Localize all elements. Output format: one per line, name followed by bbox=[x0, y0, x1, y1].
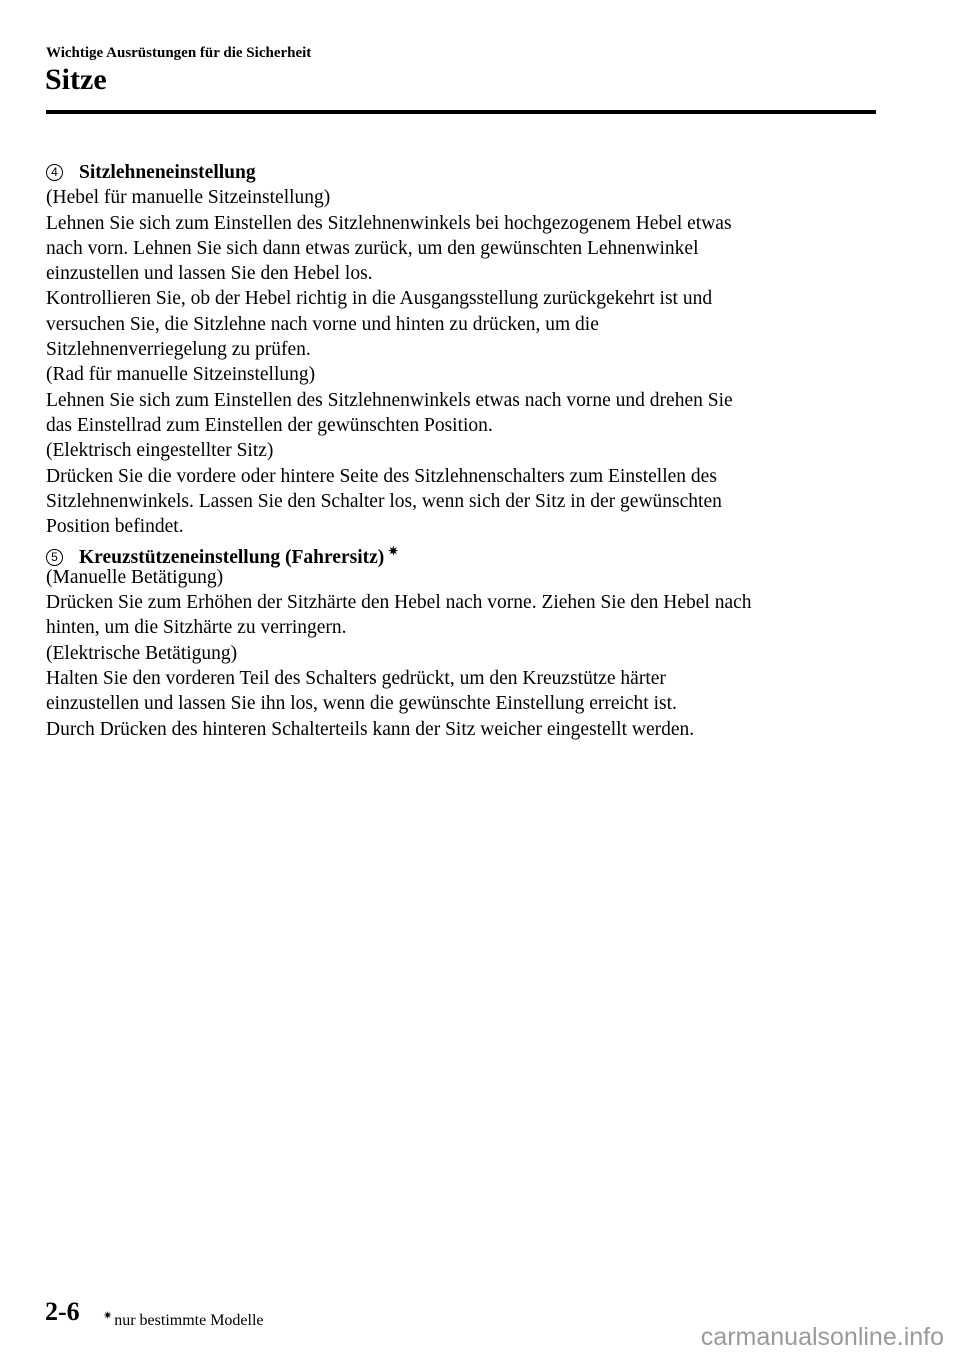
star-icon: ✷ bbox=[103, 1310, 113, 1322]
item-heading bbox=[46, 539, 876, 569]
optional-equipment-star-icon: ✷ bbox=[388, 544, 399, 559]
circled-number-icon: 5 bbox=[46, 549, 63, 566]
item-heading bbox=[46, 160, 876, 185]
text-line: (Rad für manuelle Sitzeinstellung) bbox=[46, 364, 316, 386]
text-line: Drücken Sie zum Erhöhen der Sitzhärte den Hebel nach vorne. Ziehen Sie den Hebel nach bbox=[46, 592, 752, 614]
footer-page-number: 2-6 bbox=[45, 1297, 80, 1326]
watermark: carmanualsonline.info bbox=[700, 1323, 944, 1351]
text-line: versuchen Sie, die Sitzlehne nach vorne und hinten zu drücken, um die bbox=[46, 313, 599, 335]
footer-note bbox=[103, 1306, 264, 1331]
text-line: Drücken Sie die vordere oder hintere Seite des Sitzlehnenschalters zum Einstellen des bbox=[46, 465, 717, 487]
text-line: einzustellen und lassen Sie ihn los, wenn die gewünschte Einstellung erreicht ist. bbox=[46, 693, 677, 715]
text-line: einzustellen und lassen Sie den Hebel los. bbox=[46, 263, 373, 285]
text-line: das Einstellrad zum Einstellen der gewünschten Position. bbox=[46, 414, 493, 436]
page-title: Sitze bbox=[45, 63, 107, 96]
title-rule bbox=[46, 110, 876, 114]
circled-number-icon: 4 bbox=[46, 164, 63, 181]
text-line: hinten, um die Sitzhärte zu verringern. bbox=[46, 617, 347, 639]
section-label: Wichtige Ausrüstungen für die Sicherheit bbox=[46, 45, 312, 61]
text-line: Sitzlehnenwinkels. Lassen Sie den Schalter los, wenn sich der Sitz in der gewünschten bbox=[46, 490, 722, 512]
text-line: nach vorn. Lehnen Sie sich dann etwas zurück, um den gewünschten Lehnenwinkel bbox=[46, 237, 699, 259]
text-line: Halten Sie den vorderen Teil des Schalters gedrückt, um den Kreuzstütze härter bbox=[46, 667, 666, 689]
text-line: (Hebel für manuelle Sitzeinstellung) bbox=[46, 187, 331, 209]
text-line: Position befindet. bbox=[46, 516, 184, 538]
text-line: Lehnen Sie sich zum Einstellen des Sitzlehnenwinkels etwas nach vorne und drehen Sie bbox=[46, 389, 733, 411]
text-line: Kontrollieren Sie, ob der Hebel richtig in die Ausgangsstellung zurückgekehrt ist und bbox=[46, 288, 713, 310]
item-heading-text: Kreuzstützeneinstellung (Fahrersitz) bbox=[79, 547, 385, 569]
text-line: Lehnen Sie sich zum Einstellen des Sitzlehnenwinkels bei hochgezogenem Hebel etwas bbox=[46, 212, 732, 234]
text-line: Durch Drücken des hinteren Schalterteils kann der Sitz weicher eingestellt werden. bbox=[46, 718, 695, 740]
text-line: (Manuelle Betätigung) bbox=[46, 566, 224, 588]
item-heading-text: Sitzlehneneinstellung bbox=[79, 162, 256, 183]
text-line: (Elektrische Betätigung) bbox=[46, 642, 238, 664]
footer-note-text: nur bestimmte Modelle bbox=[114, 1312, 264, 1329]
body-text bbox=[46, 160, 876, 742]
text-line: Sitzlehnenverriegelung zu prüfen. bbox=[46, 339, 311, 361]
text-line: (Elektrisch eingestellter Sitz) bbox=[46, 440, 274, 462]
